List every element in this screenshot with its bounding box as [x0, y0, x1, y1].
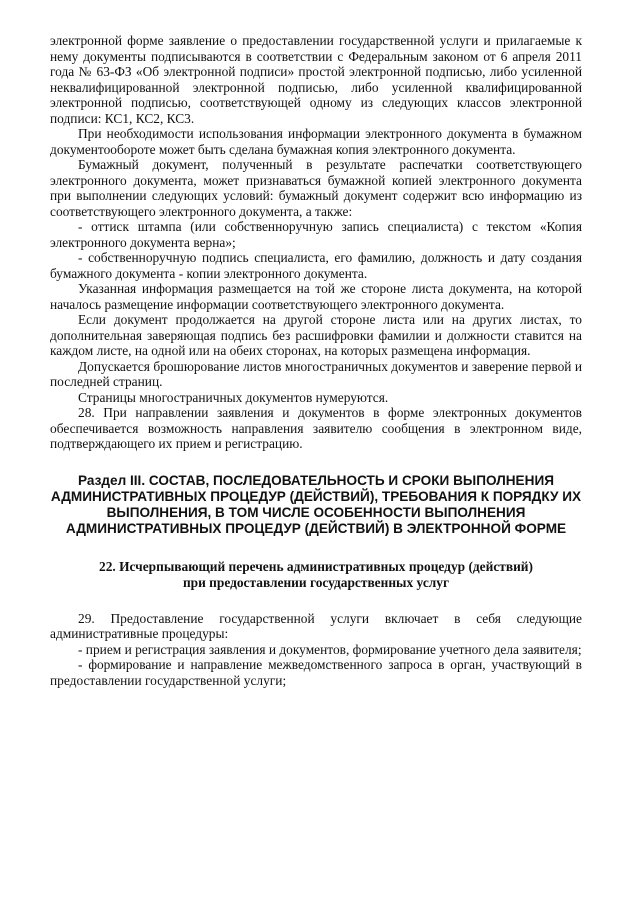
spacer: [50, 452, 582, 473]
paragraph-other-sheets: Если документ продолжается на другой стороне листа или на других листах, то дополнительная заверяющая подпись без расшифровки фамилии и должности ставится на каждом листе, на одной или на обеих сторонах, на которых размещена информация.: [50, 312, 582, 358]
paragraph-item-29: 29. Предоставление государственной услуги включает в себя следующие административные процедуры:: [50, 610, 582, 641]
list-item-signature: - собственноручную подпись специалиста, его фамилию, должность и дату создания бумажного документа - копии электронного документа.: [50, 250, 582, 281]
document-page: [50, 33, 582, 688]
paragraph-paper-document-conditions: Бумажный документ, полученный в результате распечатки соответствующего электронного документа, может признаваться бумажной копией электронного документа при выполнении следующих условий: бумажный документ содержит всю информацию из соответствующего электронного документа, а также:: [50, 157, 582, 219]
paragraph-page-numbering: Страницы многостраничных документов нумеруются.: [78, 389, 389, 405]
subsection-title: 22. Исчерпывающий перечень административных процедур (действий) при предоставлении государственных услуг: [99, 558, 533, 590]
section-title: Раздел III. СОСТАВ, ПОСЛЕДОВАТЕЛЬНОСТЬ И СРОКИ ВЫПОЛНЕНИЯ АДМИНИСТРАТИВНЫХ ПРОЦЕДУР (ДЕЙСТВИЙ), ТРЕБОВАНИЯ К ПОРЯДКУ ИХ ВЫПОЛНЕНИЯ, В ТОМ ЧИСЛЕ ОСОБЕННОСТИ ВЫПОЛНЕНИЯ АДМИНИСТРАТИВНЫХ ПРОЦЕДУР (ДЕЙСТВИЙ) В ЭЛЕКТРОННОЙ ФОРМЕ: [50, 472, 582, 536]
paragraph-paper-copy: При необходимости использования информации электронного документа в бумажном документообороте может быть сделана бумажная копия электронного документа.: [50, 126, 582, 157]
paragraph-signature-classes: электронной форме заявление о предоставлении государственной услуги и прилагаемые к нему документы подписываются в соответствии с Федеральным законом от 6 апреля 2011 года № 63-ФЗ «Об электронной подписи» простой электронной подписью, либо усиленной неквалифицированной электронной подписью, либо усиленной квалифицированной электронной подписью, соответствующей одному из следующих классов электронной подписи: КС1, КС2, КС3.: [50, 33, 582, 126]
spacer: [50, 591, 582, 611]
paragraph-item-28: 28. При направлении заявления и документов в форме электронных документов обеспечивается возможность направления заявителю сообщения в электронном виде, подтверждающего их прием и регистрацию.: [50, 405, 582, 451]
spacer: [50, 537, 582, 559]
list-item-stamp: - оттиск штампа (или собственноручную запись специалиста) с текстом «Копия электронного документа верна»;: [50, 219, 582, 250]
list-item-registration: - прием и регистрация заявления и документов, формирование учетного дела заявителя;: [78, 641, 582, 657]
paragraph-information-placement: Указанная информация размещается на той же стороне листа документа, на которой началось размещение информации соответствующего электронного документа.: [50, 281, 582, 312]
list-item-interagency-request: - формирование и направление межведомственного запроса в орган, участвующий в предоставлении государственной услуги;: [50, 657, 582, 688]
paragraph-binding: Допускается брошюрование листов многостраничных документов и заверение первой и последней страниц.: [50, 358, 582, 389]
